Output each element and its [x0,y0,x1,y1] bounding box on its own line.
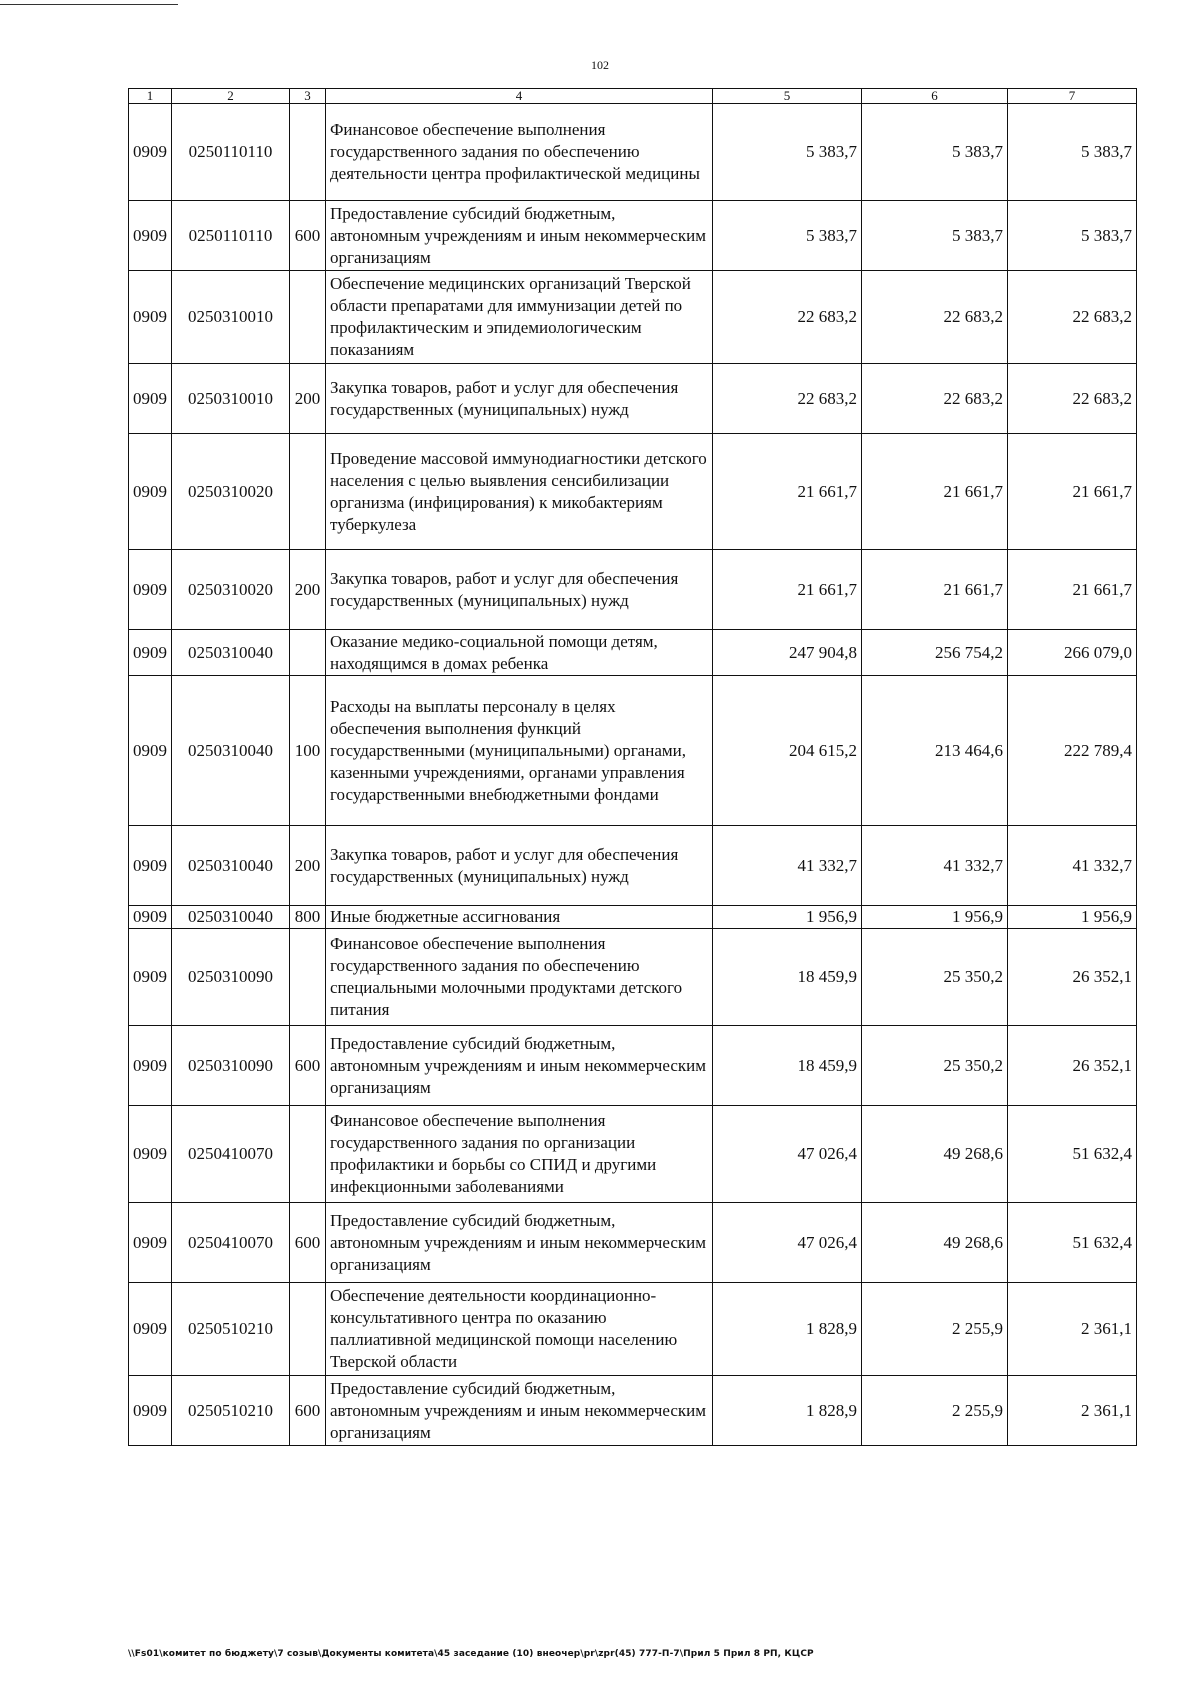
expense-type-cell: 200 [290,826,326,906]
amount-col7-cell: 51 632,4 [1008,1203,1137,1283]
table-row [129,676,1137,826]
amount-col5-cell: 18 459,9 [713,929,862,1026]
amount-col7-cell: 22 683,2 [1008,271,1137,364]
table-row [129,1026,1137,1106]
description-cell: Закупка товаров, работ и услуг для обеспечения государственных (муниципальных) нужд [326,364,713,434]
description-cell: Финансовое обеспечение выполнения государственного задания по организации профилактики и борьбы со СПИД и другими инфекционными заболеваниями [326,1106,713,1203]
amount-col5-cell: 1 828,9 [713,1283,862,1376]
table-row [129,104,1137,201]
amount-col5-cell: 204 615,2 [713,676,862,826]
expense-type-cell [290,271,326,364]
amount-col6-cell: 25 350,2 [862,1026,1008,1106]
amount-col5-cell: 18 459,9 [713,1026,862,1106]
amount-col7-cell: 2 361,1 [1008,1283,1137,1376]
description-cell: Предоставление субсидий бюджетным, автономным учреждениям и иным некоммерческим организациям [326,1026,713,1106]
code-cell: 0250310090 [172,1026,290,1106]
table-row [129,550,1137,630]
expense-type-cell: 200 [290,550,326,630]
section-cell: 0909 [129,929,172,1026]
amount-col6-cell: 21 661,7 [862,434,1008,550]
amount-col5-cell: 247 904,8 [713,630,862,676]
header-col-1: 1 [129,89,172,104]
amount-col7-cell: 5 383,7 [1008,201,1137,271]
amount-col5-cell: 1 828,9 [713,1376,862,1446]
description-cell: Финансовое обеспечение выполнения государственного задания по обеспечению деятельности центра профилактической медицины [326,104,713,201]
table-row [129,906,1137,929]
code-cell: 0250310090 [172,929,290,1026]
section-cell: 0909 [129,1026,172,1106]
amount-col7-cell: 41 332,7 [1008,826,1137,906]
code-cell: 0250510210 [172,1283,290,1376]
table-row [129,1106,1137,1203]
amount-col7-cell: 222 789,4 [1008,676,1137,826]
header-col-2: 2 [172,89,290,104]
header-col-3: 3 [290,89,326,104]
header-row [129,89,1137,104]
amount-col7-cell: 51 632,4 [1008,1106,1137,1203]
table-row [129,434,1137,550]
section-cell: 0909 [129,434,172,550]
code-cell: 0250310040 [172,906,290,929]
amount-col5-cell: 21 661,7 [713,550,862,630]
amount-col5-cell: 22 683,2 [713,364,862,434]
expense-type-cell [290,104,326,201]
table-row [129,1376,1137,1446]
table-row [129,630,1137,676]
code-cell: 0250310020 [172,550,290,630]
amount-col6-cell: 22 683,2 [862,364,1008,434]
expense-type-cell [290,929,326,1026]
table-row [129,1203,1137,1283]
amount-col6-cell: 49 268,6 [862,1106,1008,1203]
budget-table [128,88,1137,1446]
corner-rule [0,4,178,5]
code-cell: 0250310040 [172,630,290,676]
footer-file-path: \\Fs01\комитет по бюджету\7 созыв\Документы комитета\45 заседание (10) внеочер\pr\zpr(45) 777-П-7\Прил 5 Прил 8 РП, КЦСР [128,1649,814,1659]
amount-col7-cell: 21 661,7 [1008,434,1137,550]
code-cell: 0250310010 [172,271,290,364]
description-cell: Закупка товаров, работ и услуг для обеспечения государственных (муниципальных) нужд [326,550,713,630]
amount-col5-cell: 47 026,4 [713,1203,862,1283]
amount-col7-cell: 5 383,7 [1008,104,1137,201]
amount-col5-cell: 21 661,7 [713,434,862,550]
expense-type-cell [290,630,326,676]
section-cell: 0909 [129,676,172,826]
table-row [129,826,1137,906]
section-cell: 0909 [129,630,172,676]
description-cell: Обеспечение медицинских организаций Тверской области препаратами для иммунизации детей по профилактическим и эпидемиологическим показаниям [326,271,713,364]
section-cell: 0909 [129,201,172,271]
amount-col7-cell: 26 352,1 [1008,929,1137,1026]
expense-type-cell [290,1106,326,1203]
section-cell: 0909 [129,271,172,364]
amount-col6-cell: 41 332,7 [862,826,1008,906]
amount-col7-cell: 266 079,0 [1008,630,1137,676]
expense-type-cell: 200 [290,364,326,434]
description-cell: Расходы на выплаты персоналу в целях обеспечения выполнения функций государственными (муниципальными) органами, казенными учреждениями, органами управления государственными внебюджетными фондами [326,676,713,826]
description-cell: Предоставление субсидий бюджетным, автономным учреждениям и иным некоммерческим организациям [326,1203,713,1283]
expense-type-cell [290,434,326,550]
header-col-7: 7 [1008,89,1137,104]
description-cell: Обеспечение деятельности координационно-консультативного центра по оказанию паллиативной медицинской помощи населению Тверской области [326,1283,713,1376]
amount-col7-cell: 1 956,9 [1008,906,1137,929]
amount-col5-cell: 5 383,7 [713,201,862,271]
amount-col6-cell: 256 754,2 [862,630,1008,676]
amount-col6-cell: 5 383,7 [862,104,1008,201]
amount-col5-cell: 5 383,7 [713,104,862,201]
section-cell: 0909 [129,826,172,906]
code-cell: 0250310020 [172,434,290,550]
table-row [129,929,1137,1026]
amount-col6-cell: 5 383,7 [862,201,1008,271]
amount-col5-cell: 41 332,7 [713,826,862,906]
description-cell: Иные бюджетные ассигнования [326,906,713,929]
code-cell: 0250510210 [172,1376,290,1446]
section-cell: 0909 [129,1376,172,1446]
expense-type-cell: 600 [290,1376,326,1446]
description-cell: Финансовое обеспечение выполнения государственного задания по обеспечению специальными молочными продуктами детского питания [326,929,713,1026]
description-cell: Проведение массовой иммунодиагностики детского населения с целью выявления сенсибилизации организма (инфицирования) к микобактериям туберкулеза [326,434,713,550]
code-cell: 0250410070 [172,1203,290,1283]
section-cell: 0909 [129,1283,172,1376]
expense-type-cell: 600 [290,1203,326,1283]
expense-type-cell: 600 [290,201,326,271]
section-cell: 0909 [129,364,172,434]
amount-col6-cell: 1 956,9 [862,906,1008,929]
amount-col6-cell: 2 255,9 [862,1283,1008,1376]
amount-col5-cell: 22 683,2 [713,271,862,364]
amount-col6-cell: 49 268,6 [862,1203,1008,1283]
table-row [129,364,1137,434]
header-col-5: 5 [713,89,862,104]
amount-col7-cell: 21 661,7 [1008,550,1137,630]
expense-type-cell: 100 [290,676,326,826]
code-cell: 0250110110 [172,104,290,201]
amount-col6-cell: 21 661,7 [862,550,1008,630]
description-cell: Закупка товаров, работ и услуг для обеспечения государственных (муниципальных) нужд [326,826,713,906]
amount-col7-cell: 26 352,1 [1008,1026,1137,1106]
expense-type-cell: 600 [290,1026,326,1106]
table-row [129,1283,1137,1376]
section-cell: 0909 [129,1106,172,1203]
amount-col6-cell: 213 464,6 [862,676,1008,826]
amount-col5-cell: 1 956,9 [713,906,862,929]
amount-col6-cell: 25 350,2 [862,929,1008,1026]
code-cell: 0250310040 [172,676,290,826]
table-row [129,201,1137,271]
amount-col7-cell: 22 683,2 [1008,364,1137,434]
code-cell: 0250410070 [172,1106,290,1203]
amount-col6-cell: 2 255,9 [862,1376,1008,1446]
page-number: 102 [591,58,609,72]
section-cell: 0909 [129,104,172,201]
expense-type-cell: 800 [290,906,326,929]
amount-col6-cell: 22 683,2 [862,271,1008,364]
description-cell: Предоставление субсидий бюджетным, автономным учреждениям и иным некоммерческим организациям [326,201,713,271]
description-cell: Предоставление субсидий бюджетным, автономным учреждениям и иным некоммерческим организациям [326,1376,713,1446]
table-row [129,271,1137,364]
section-cell: 0909 [129,906,172,929]
header-col-6: 6 [862,89,1008,104]
expense-type-cell [290,1283,326,1376]
code-cell: 0250310010 [172,364,290,434]
section-cell: 0909 [129,1203,172,1283]
header-col-4: 4 [326,89,713,104]
amount-col7-cell: 2 361,1 [1008,1376,1137,1446]
section-cell: 0909 [129,550,172,630]
amount-col5-cell: 47 026,4 [713,1106,862,1203]
description-cell: Оказание медико-социальной помощи детям, находящимся в домах ребенка [326,630,713,676]
code-cell: 0250110110 [172,201,290,271]
code-cell: 0250310040 [172,826,290,906]
